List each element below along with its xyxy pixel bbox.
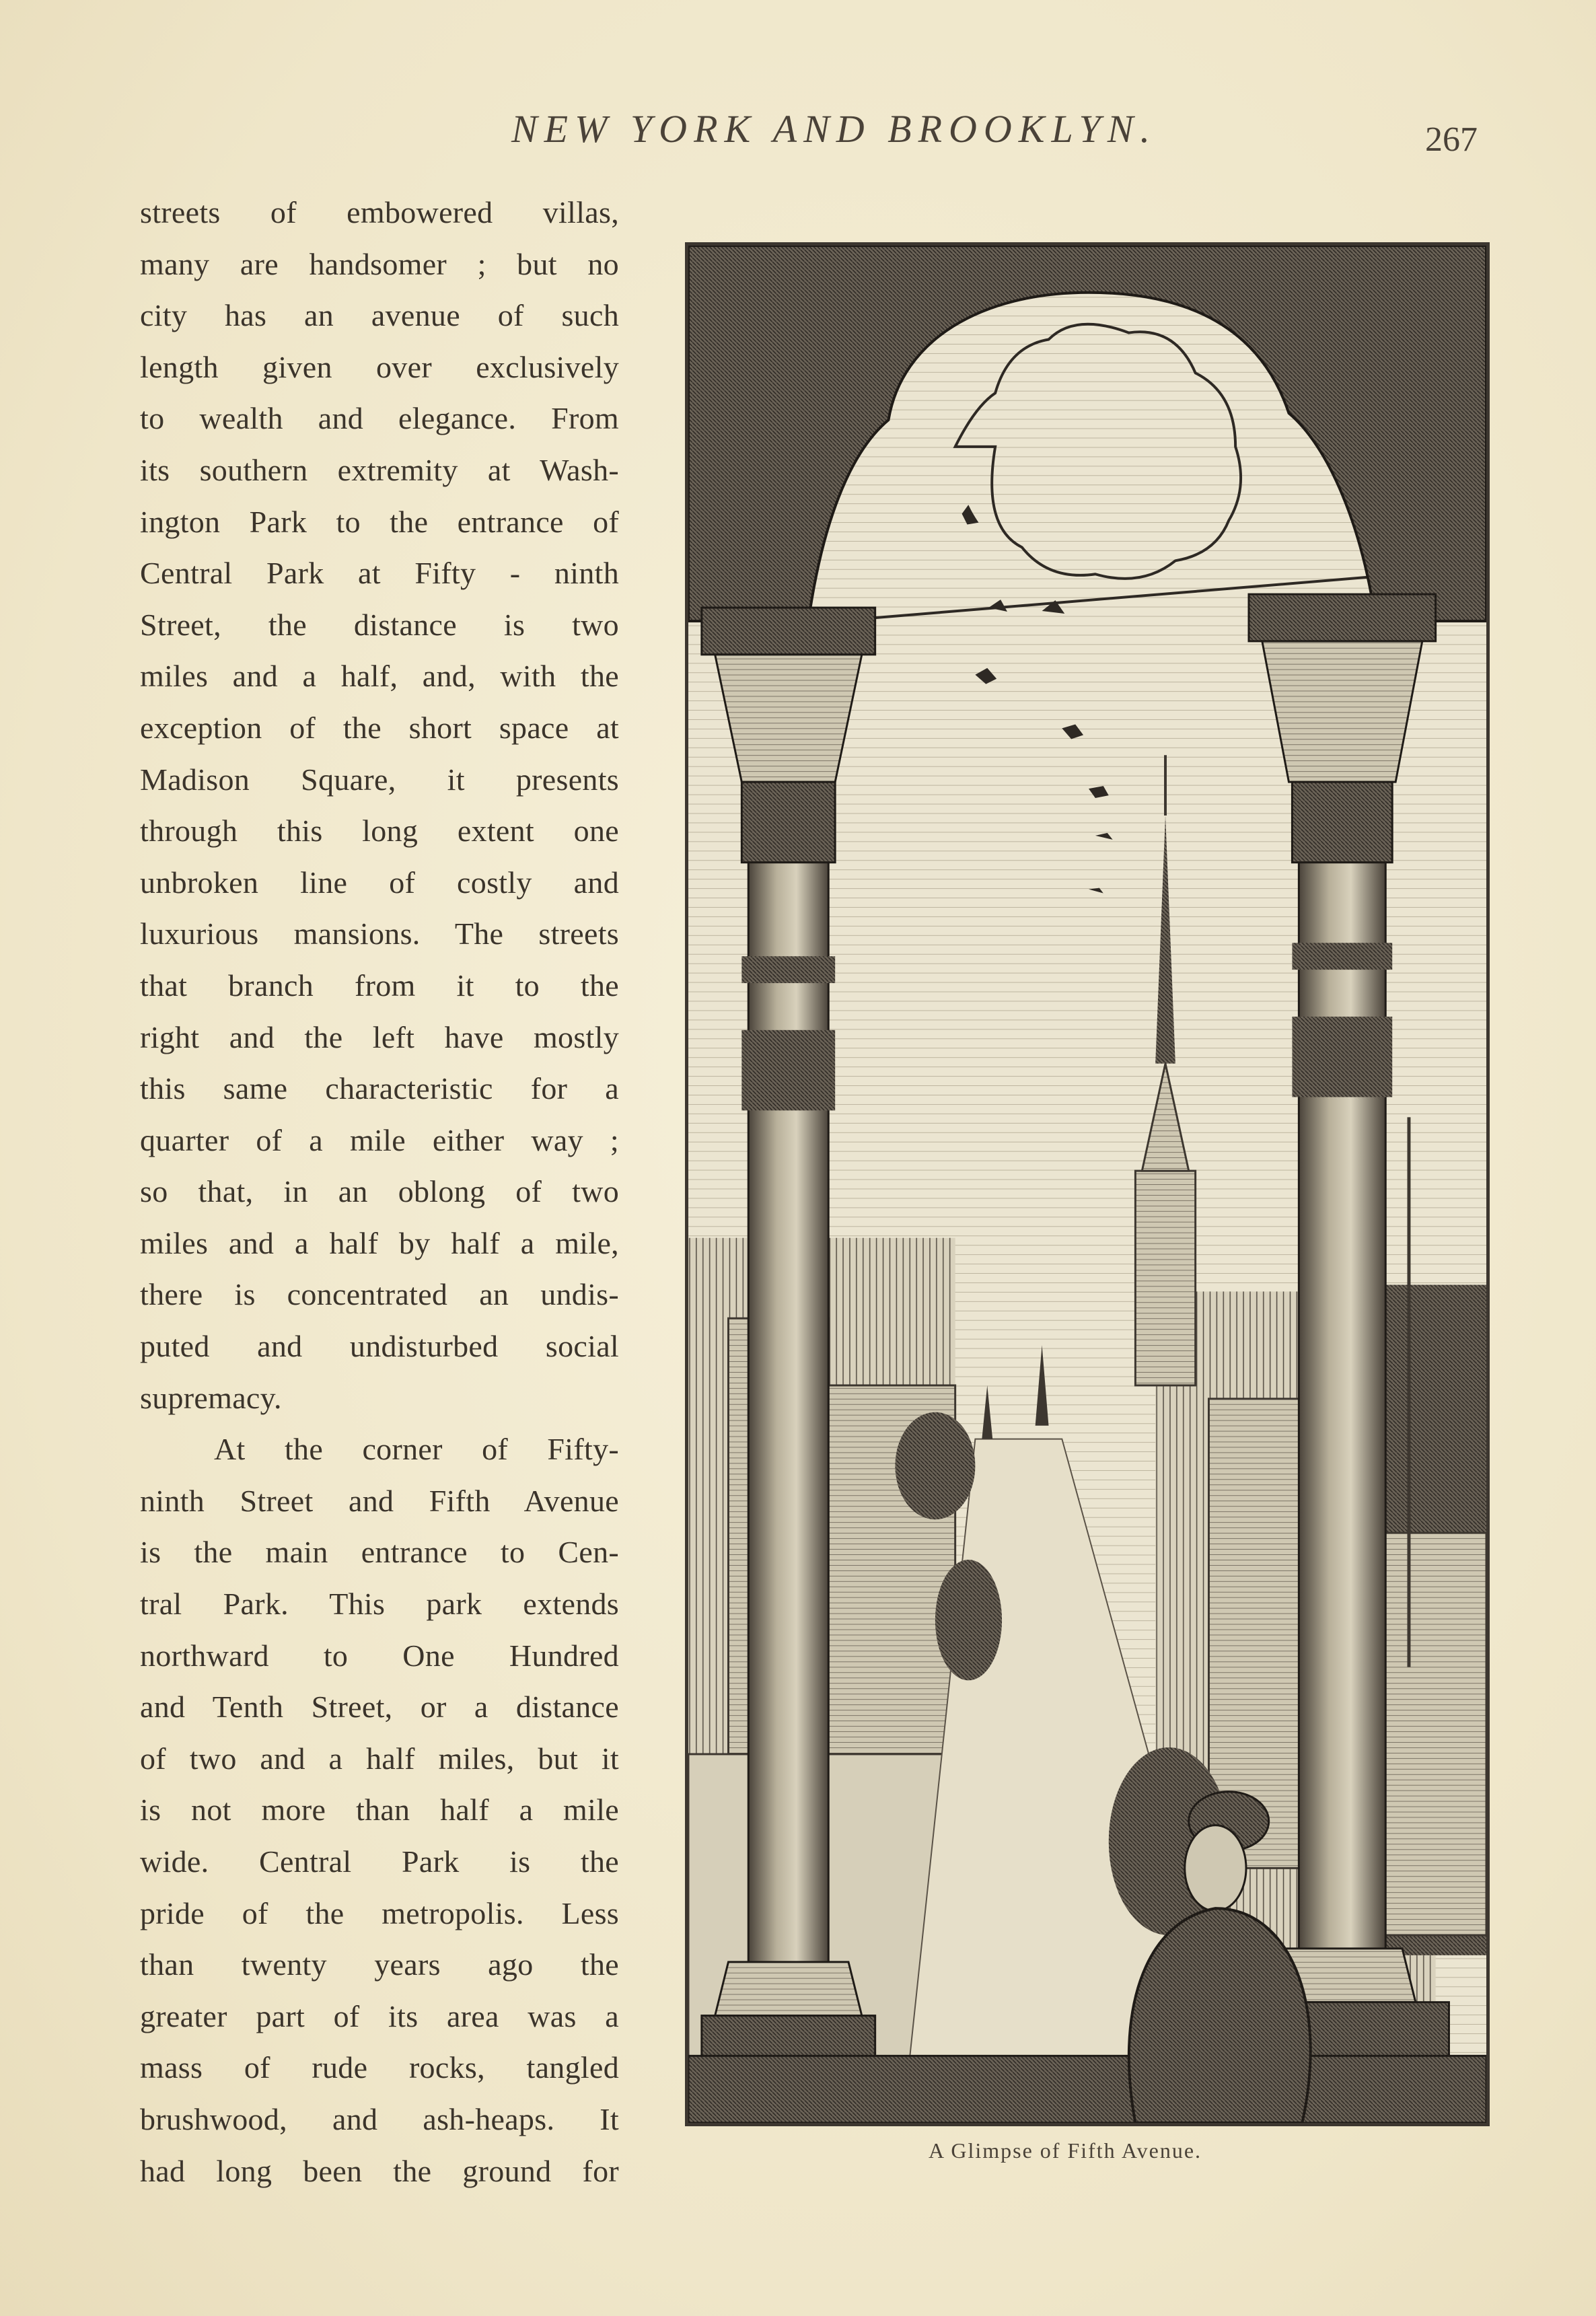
text-line: its southern extremity at Wash- [140,452,619,487]
text-line: greater part of its area was a [140,1998,619,2033]
text-line: luxurious mansions. The streets [140,916,619,951]
text-line: had long been the ground for [140,2153,619,2188]
balcony-parapet [688,2056,1486,2123]
text-line: quarter of a mile either way ; [140,1122,619,1157]
text-line: Madison Square, it presents [140,762,619,797]
text-line: to wealth and elegance. From [140,401,619,436]
text-line: At the corner of Fifty- [214,1432,619,1467]
text-line: of two and a half miles, but it [140,1741,619,1776]
text-line: is the main entrance to Cen- [140,1535,619,1570]
text-line: northward to One Hundred [140,1638,619,1673]
text-line: through this long extent one [140,813,619,848]
text-line: Street, the distance is two [140,607,619,642]
text-line: Central Park at Fifty - ninth [140,556,619,591]
text-line: there is concentrated an undis- [140,1277,619,1312]
text-line: unbroken line of costly and [140,865,619,900]
text-line: miles and a half by half a mile, [140,1225,619,1260]
text-line: mass of rude rocks, tangled [140,2050,619,2085]
engraving-illustration [685,242,1490,2126]
text-line: tral Park. This park extends [140,1587,619,1622]
running-head: NEW YORK AND BROOKLYN. [511,107,1157,151]
text-line: and Tenth Street, or a distance [140,1690,619,1725]
text-line: so that, in an oblong of two [140,1174,619,1209]
text-line: brushwood, and ash-heaps. It [140,2101,619,2136]
text-line: city has an avenue of such [140,298,619,333]
text-line: puted and undisturbed social [140,1329,619,1364]
text-line: supremacy. [140,1380,282,1415]
text-line: ington Park to the entrance of [140,504,619,539]
text-line: wide. Central Park is the [140,1844,619,1879]
text-line: than twenty years ago the [140,1947,619,1982]
text-line: this same characteristic for a [140,1071,619,1106]
text-line: length given over exclusively [140,349,619,384]
text-line: streets of embowered villas, [140,195,619,229]
text-line: exception of the short space at [140,710,619,745]
text-line: is not more than half a mile [140,1793,619,1828]
body-text-column [140,187,619,2197]
figure-caption: A Glimpse of Fifth Avenue. [929,2138,1202,2163]
text-line: right and the left have mostly [140,1019,619,1054]
text-line: ninth Street and Fifth Avenue [140,1483,619,1518]
engraving-drawing [688,246,1486,2123]
text-line: pride of the metropolis. Less [140,1895,619,1930]
text-line: many are handsomer ; but no [140,246,619,281]
page-number: 267 [1425,120,1478,159]
text-line: miles and a half, and, with the [140,659,619,694]
text-line: that branch from it to the [140,968,619,1003]
